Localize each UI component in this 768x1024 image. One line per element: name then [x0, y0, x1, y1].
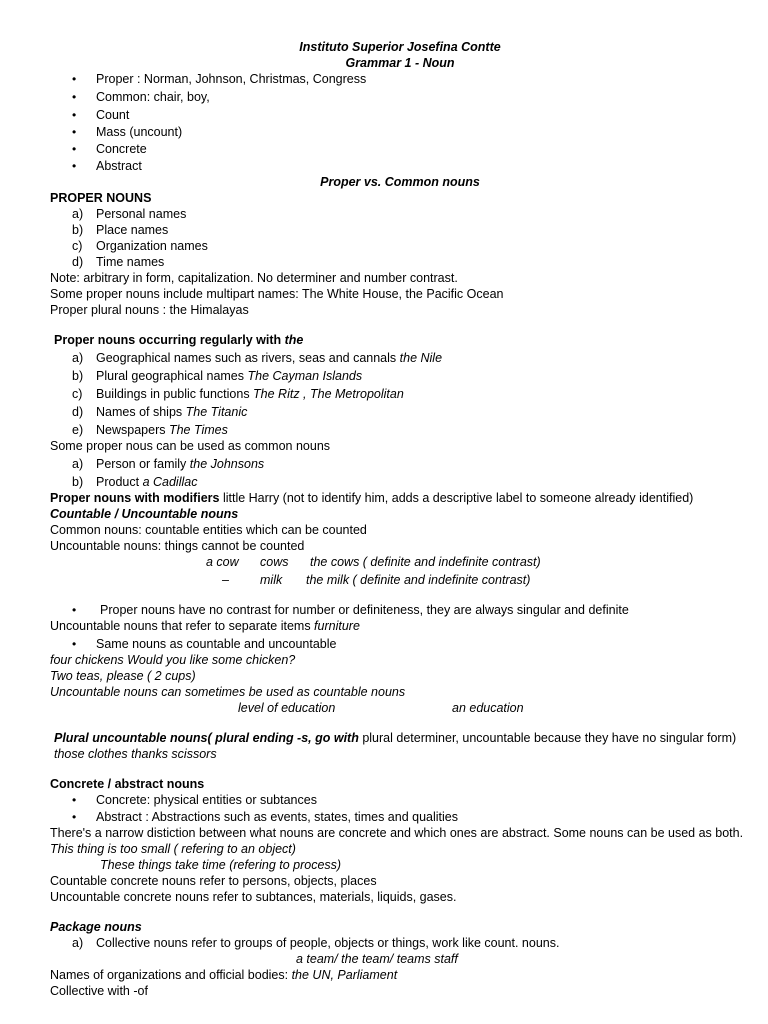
example-row: – milk the milk ( definite and indefinite contrast) — [222, 573, 531, 587]
bullet-item: • Same nouns as countable and uncountable — [50, 636, 750, 652]
separate-items-text: Uncountable nouns that refer to separate items furniture — [50, 619, 360, 633]
noun-type-item: • Mass (uncount) — [50, 124, 750, 140]
list-item: d) Names of ships The Titanic — [72, 405, 248, 419]
institution-title: Instituto Superior Josefina Contte — [299, 40, 501, 54]
uncountable-concrete-text: Uncountable concrete nouns refer to subtances, materials, liquids, gases. — [50, 890, 457, 904]
example-row: level of education an education — [238, 701, 524, 715]
list-item: e) Newspapers The Times — [72, 423, 228, 437]
example-row: a cow cows the cows ( definite and indefinite contrast) — [206, 555, 541, 569]
note-text: Note: arbitrary in form, capitalization. No determiner and number contrast. — [50, 271, 458, 285]
list-label: c) — [72, 239, 83, 253]
plural-text: Proper plural nouns : the Himalayas — [50, 303, 249, 317]
bullet-item: • Concrete: physical entities or subtances — [50, 792, 750, 808]
list-item: c) Buildings in public functions The Ritz , The Metropolitan — [72, 387, 404, 401]
common-definition: Common nouns: countable entities which can be counted — [50, 523, 367, 537]
uncountable-definition: Uncountable nouns: things cannot be counted — [50, 539, 305, 553]
list-item: b) Product a Cadillac — [72, 475, 198, 489]
list-label: b) — [72, 223, 84, 237]
list-item: a) Geographical names such as rivers, seas and cannals the Nile — [72, 351, 443, 365]
proper-vs-common-title: Proper vs. Common nouns — [320, 175, 480, 189]
distinction-paragraph: There's a narrow distiction between what nouns are concrete and which ones are abstract. Some nouns can be used as both. — [50, 826, 744, 840]
bullet-item: • Proper nouns have no contrast for number or definiteness, they are always singular and definite — [50, 602, 750, 618]
with-the-heading: Proper nouns occurring regularly with the — [54, 333, 304, 347]
countable-heading: Countable / Uncountable nouns — [50, 507, 239, 521]
list-item: a) Personal names — [72, 207, 187, 221]
multipart-text: Some proper nouns include multipart names: The White House, the Pacific Ocean — [50, 287, 504, 301]
example-text: four chickens Would you like some chicken? — [50, 653, 296, 667]
noun-type-item: • Abstract — [50, 158, 750, 174]
list-label: a) — [72, 207, 84, 221]
noun-type-item: • Common: chair, boy, — [50, 89, 750, 105]
example-text: Two teas, please ( 2 cups) — [50, 669, 196, 683]
list-item: a) Collective nouns refer to groups of people, objects or things, work like count. nouns. — [72, 936, 560, 950]
package-heading: Package nouns — [50, 920, 142, 934]
noun-type-item: • Concrete — [50, 141, 750, 157]
list-item: b) Plural geographical names The Cayman Islands — [72, 369, 363, 383]
list-label: d) — [72, 255, 84, 269]
countable-concrete-text: Countable concrete nouns refer to persons, objects, places — [50, 874, 377, 888]
proper-nouns-heading: PROPER NOUNS — [50, 191, 152, 205]
example-text: This thing is too small ( refering to an object) — [50, 842, 296, 856]
modifiers-paragraph: Proper nouns with modifiers little Harry (not to identify him, adds a descriptive label to someone already identified) — [50, 491, 694, 505]
collective-of-text: Collective with -of — [50, 984, 148, 998]
concrete-abstract-heading: Concrete / abstract nouns — [50, 777, 205, 791]
example-text: Uncountable nouns can sometimes be used as countable nouns — [50, 685, 406, 699]
example-text: These things take time (refering to process) — [100, 858, 342, 872]
document-page — [50, 39, 750, 999]
plural-uncountable-paragraph: Plural uncountable nouns( plural ending -s, go with plural determiner, uncountable because they have no singular form) those clothes thanks scissors — [54, 731, 737, 761]
list-item: b) Place names — [72, 223, 169, 237]
list-item: c) Organization names — [72, 239, 208, 253]
list-item: d) Time names — [72, 255, 165, 269]
list-item: a) Person or family the Johnsons — [72, 457, 265, 471]
document-subtitle: Grammar 1 - Noun — [345, 56, 455, 70]
team-example: a team/ the team/ teams staff — [296, 952, 458, 966]
noun-type-item: • Count — [50, 107, 750, 123]
noun-type-item: • Proper : Norman, Johnson, Christmas, Congress — [50, 71, 750, 87]
bullet-item: • Abstract : Abstractions such as events, states, times and qualities — [50, 809, 750, 825]
as-common-text: Some proper nous can be used as common nouns — [50, 439, 331, 453]
organizations-text: Names of organizations and official bodies: the UN, Parliament — [50, 968, 398, 982]
